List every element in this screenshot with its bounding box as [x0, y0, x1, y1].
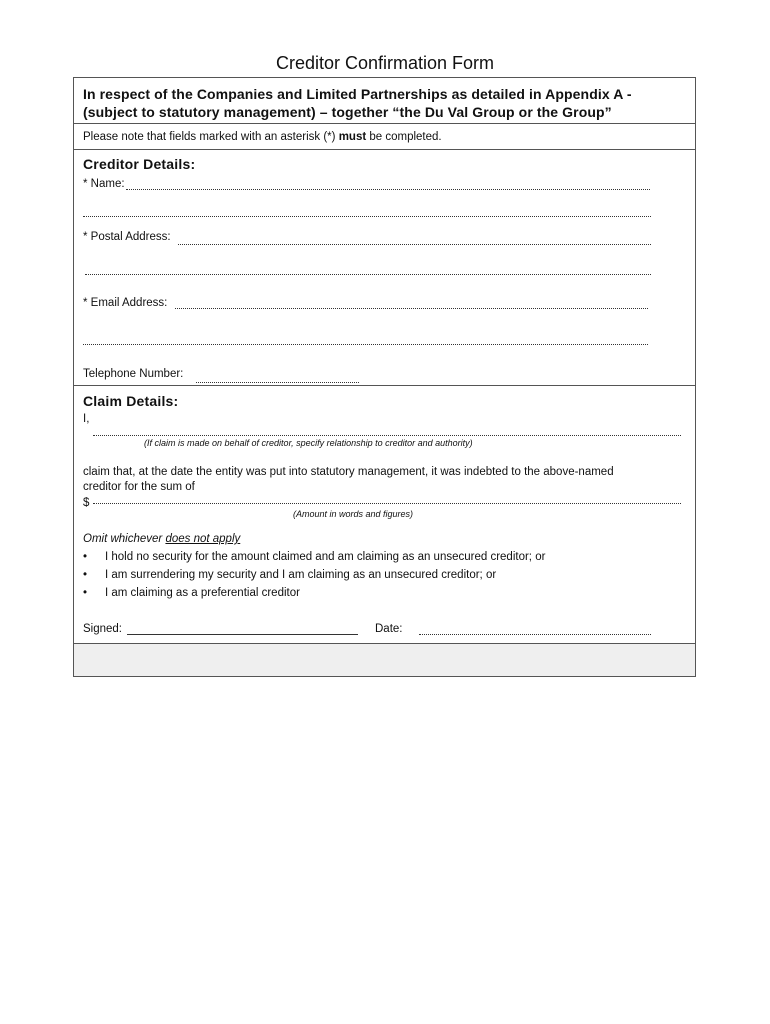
- bullet-icon: •: [83, 551, 88, 563]
- creditor-details-section: [74, 150, 695, 386]
- omit-underlined: does not apply: [165, 533, 241, 545]
- signed-label: Signed:: [83, 623, 123, 635]
- email-address-label: * Email Address:: [83, 297, 168, 309]
- creditor-confirmation-form: [73, 77, 696, 677]
- date-field[interactable]: [419, 634, 651, 635]
- dollar-sign: $: [83, 497, 90, 509]
- security-option-1[interactable]: [83, 551, 545, 563]
- omit-instruction: [83, 533, 240, 545]
- form-header-section: [74, 78, 695, 124]
- claim-statement: [83, 465, 683, 495]
- postal-address-field[interactable]: [178, 244, 651, 245]
- omit-prefix: Omit whichever: [83, 533, 166, 545]
- note-text-before: Please note that fields marked with an asterisk (*): [83, 131, 339, 143]
- note-text-bold: must: [338, 131, 367, 143]
- postal-address-label: * Postal Address:: [83, 231, 171, 243]
- required-fields-note-section: [74, 124, 695, 150]
- office-use-band: [74, 644, 695, 676]
- signature-field[interactable]: [127, 634, 358, 635]
- amount-field[interactable]: [93, 503, 681, 504]
- security-option-3-text: I am claiming as a preferential creditor: [105, 587, 300, 599]
- required-fields-note: [83, 131, 442, 143]
- name-label: * Name:: [83, 178, 125, 190]
- name-field-continuation[interactable]: [83, 216, 651, 217]
- claim-details-heading: Claim Details:: [83, 393, 179, 409]
- claim-statement-line-2: creditor for the sum of: [83, 481, 195, 493]
- security-option-2[interactable]: [83, 569, 496, 581]
- security-option-1-text: I hold no security for the amount claimed and am claiming as an unsecured creditor; or: [105, 551, 546, 563]
- postal-address-field-continuation[interactable]: [85, 274, 651, 275]
- note-text-after: be completed.: [366, 131, 442, 143]
- security-option-2-text: I am surrendering my security and I am claiming as an unsecured creditor; or: [105, 569, 497, 581]
- claimant-name-field[interactable]: [93, 435, 681, 436]
- creditor-details-heading: Creditor Details:: [83, 156, 196, 172]
- behalf-hint: (If claim is made on behalf of creditor, specify relationship to creditor and authority): [144, 438, 473, 448]
- security-option-3[interactable]: [83, 587, 300, 599]
- claimant-i-label: I,: [83, 413, 90, 425]
- amount-hint: (Amount in words and figures): [293, 509, 414, 519]
- claim-details-section: [74, 386, 695, 644]
- telephone-number-field[interactable]: [196, 382, 359, 383]
- header-line-1: In respect of the Companies and Limited Partnerships as detailed in Appendix A -: [83, 86, 632, 102]
- form-header-text: [83, 85, 688, 121]
- bullet-icon: •: [83, 587, 88, 599]
- email-address-field[interactable]: [175, 308, 648, 309]
- claim-statement-line-1: claim that, at the date the entity was put into statutory management, it was indebted to the above-named: [83, 466, 614, 478]
- header-line-2: (subject to statutory management) – together “the Du Val Group or the Group”: [83, 104, 612, 120]
- date-label: Date:: [375, 623, 403, 635]
- name-field[interactable]: [126, 189, 650, 190]
- bullet-icon: •: [83, 569, 88, 581]
- form-title: Creditor Confirmation Form: [275, 53, 495, 73]
- email-address-field-continuation[interactable]: [83, 344, 648, 345]
- telephone-number-label: Telephone Number:: [83, 368, 184, 380]
